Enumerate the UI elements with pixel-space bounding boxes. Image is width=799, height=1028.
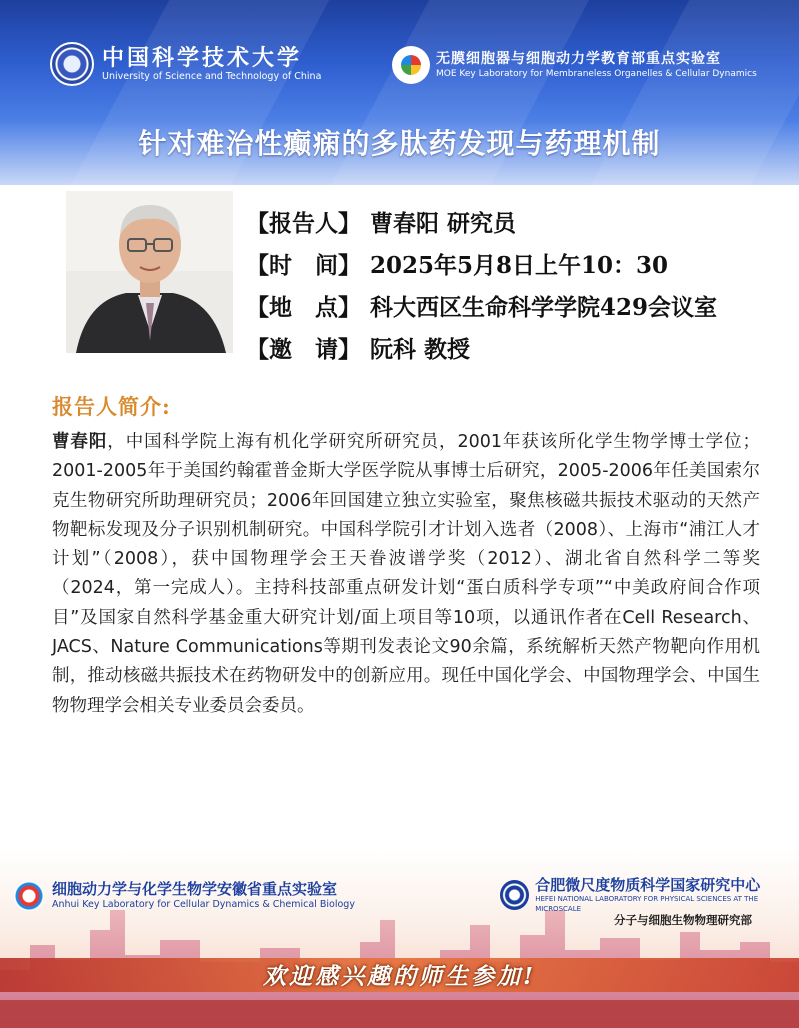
speaker-photo (66, 191, 233, 353)
hefei-center-division: 分子与细胞生物物理研究部 (614, 913, 752, 927)
bio-text (52, 428, 760, 721)
anhui-lab-seal-icon (14, 881, 44, 911)
bio-name: 曹春阳 (52, 432, 108, 452)
talk-title: 针对难治性癫痫的多肽药发现与药理机制 (138, 127, 661, 160)
footer-banner (0, 850, 799, 1028)
info-host-label: 【邀 请】 (246, 336, 361, 363)
anhui-lab-logo (14, 880, 355, 911)
info-speaker-label: 【报告人】 (246, 210, 361, 237)
hefei-center-logo (500, 876, 799, 914)
info-host-value: 阮科 教授 (370, 336, 471, 363)
moe-lab-name-cn: 无膜细胞器与细胞动力学教育部重点实验室 (436, 51, 721, 67)
moe-lab-logo (392, 46, 757, 84)
info-host (246, 329, 717, 371)
ustc-logo (50, 42, 321, 86)
moe-lab-seal-icon (392, 46, 430, 84)
info-speaker (246, 203, 717, 245)
info-time-value: 2025年5月8日上午10：30 (370, 252, 669, 279)
bio-body: ，中国科学院上海有机化学研究所研究员，2001年获该所化学生物学博士学位；2001-2005年于美国约翰霍普金斯大学医学院从事博士后研究，2005-2006年任美国索尔克生物研究所助理研究员；2006年回国建立独立实验室，聚焦核磁共振技术驱动的天然产物靶标发现及分子识别机制研究。中国科学院引才计划入选者（2008）、上海市“浦江人才计划”（2008），获中国物理学会王天眷波谱学奖（2012）、湖北省自然科学二等奖（2024，第一完成人）。主持科技部重点研发计划“蛋白质科学专项”“中美政府间合作项目”及国家自然科学基金重大研究计划/面上项目等10项，以通讯作者在Cell Research、JACS、Nature Communications等期刊发表论文90余篇，系统解析天然产物靶向作用机制，推动核磁共振技术在药物研发中的创新应用。现任中国化学会、中国物理学会、中国生物物理学会相关专业委员会委员。 (52, 432, 760, 716)
hefei-center-name-cn: 合肥微尺度物质科学国家研究中心 (535, 876, 761, 894)
info-time (246, 245, 717, 287)
header-banner (0, 0, 799, 185)
info-speaker-value: 曹春阳 研究员 (370, 210, 517, 237)
speaker-portrait-icon (66, 191, 233, 353)
anhui-lab-name-en: Anhui Key Laboratory for Cellular Dynamics & Chemical Biology (52, 899, 355, 910)
hefei-center-seal-icon (500, 880, 529, 910)
info-location-label: 【地 点】 (246, 294, 361, 321)
ustc-name-en: University of Science and Technology of China (102, 70, 322, 82)
bio-heading: 报告人简介: (52, 394, 171, 419)
info-time-label: 【时 间】 (246, 252, 361, 279)
welcome-message: 欢迎感兴趣的师生参加! (262, 963, 537, 990)
talk-info (246, 203, 717, 371)
info-location-value: 科大西区生命科学学院429会议室 (370, 294, 718, 321)
anhui-lab-name-cn: 细胞动力学与化学生物学安徽省重点实验室 (52, 880, 338, 898)
info-location (246, 287, 717, 329)
hefei-center-name-en: HEFEI NATIONAL LABORATORY FOR PHYSICAL SCIENCES AT THE MICROSCALE (535, 895, 759, 913)
ustc-name-cn: 中国科学技术大学 (102, 44, 303, 71)
ustc-seal-icon (50, 42, 94, 86)
moe-lab-name-en: MOE Key Laboratory for Membraneless Organelles & Cellular Dynamics (436, 69, 757, 79)
